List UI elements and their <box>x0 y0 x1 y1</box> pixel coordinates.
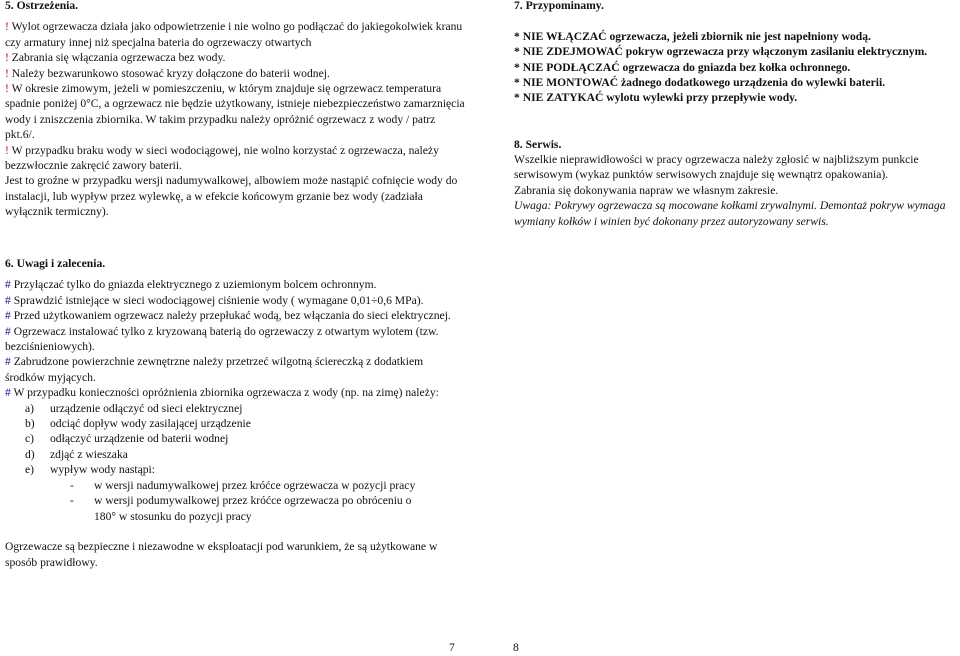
warning-item: ! W okresie zimowym, jeżeli w pomieszczeniu, w którym znajduje się ogrzewacz temperatura spadnie poniżej 0°C, a ogrzewacz nie będzie użytkowany, istnieje niebezpieczeństwo zamarznięcia wody i zniszczenia zbiornika. W takim przypadku należy opróżnić ogrzewacz z wody / patrz pkt.6/. <box>5 82 465 142</box>
recommendation-item: # Sprawdzić istniejące w sieci wodociągowej ciśnienie wody ( wymagane 0,01÷0,6 MPa). <box>5 293 424 307</box>
page-number-right: 8 <box>513 641 519 654</box>
closing-note: Ogrzewacze są bezpieczne i niezawodne w eksploatacji pod warunkiem, że są użytkowane w sposób prawidłowy. <box>5 540 438 569</box>
reminder-item: * NIE PODŁĄCZAĆ ogrzewacza do gniazda bez kołka ochronnego. <box>514 60 851 74</box>
step-item: b) odciąć dopływ wody zasilającej urządzenie <box>25 417 251 431</box>
section-warnings <box>5 0 465 220</box>
page-number-left: 7 <box>449 641 455 654</box>
substep-item: - w wersji podumywalkowej przez króćce ogrzewacza po obróceniu o <box>70 494 412 508</box>
reminder-item: * NIE WŁĄCZAĆ ogrzewacza, jeżeli zbiornik nie jest napełniony wodą. <box>514 29 871 43</box>
recommendation-item: # Przed użytkowaniem ogrzewacz należy przepłukać wodą, bez włączania do sieci elektrycznej. <box>5 309 451 323</box>
warning-item: ! Należy bezwarunkowo stosować kryzy dołączone do baterii wodnej. <box>5 66 330 80</box>
reminder-item: * NIE ZDEJMOWAĆ pokryw ogrzewacza przy włączonym zasilaniu elektrycznym. <box>514 45 928 59</box>
section-recommendations <box>5 256 465 570</box>
section-title: 7. Przypominamy. <box>514 0 604 12</box>
service-note: Uwaga: Pokrywy ogrzewacza są mocowane kołkami zrywalnymi. Demontaż pokryw wymaga wymiany kołków i winien być dokonany przez autoryzowany serwis. <box>514 199 946 228</box>
warning-note: Jest to groźne w przypadku wersji nadumywalkowej, albowiem może nastąpić cofnięcie wody do instalacji, lub wypływ przez wylewkę, a w efekcie końcowym grzanie bez wody (zadziała wyłącznik termiczny). <box>5 174 458 219</box>
reminder-item: * NIE MONTOWAĆ żadnego dodatkowego urządzenia do wylewki baterii. <box>514 76 886 90</box>
service-body: Zabrania się dokonywania napraw we własnym zakresie. <box>514 183 779 197</box>
reminder-item: * NIE ZATYKAĆ wylotu wylewki przy przepływie wody. <box>514 91 798 105</box>
section-service <box>514 137 956 229</box>
recommendation-item: # W przypadku konieczności opróżnienia zbiornika ogrzewacza z wody (np. na zimę) należy: <box>5 386 439 400</box>
section-title: 6. Uwagi i zalecenia. <box>5 257 106 270</box>
step-item: e) wypływ wody nastąpi: <box>25 463 155 477</box>
section-title: 5. Ostrzeżenia. <box>5 0 79 12</box>
recommendation-item: # Przyłączać tylko do gniazda elektrycznego z uziemionym bolcem ochronnym. <box>5 278 377 292</box>
substep-continuation: 180° w stosunku do pozycji pracy <box>94 509 252 523</box>
section-title: 8. Serwis. <box>514 137 562 151</box>
step-item: a) urządzenie odłączyć od sieci elektrycznej <box>25 401 243 415</box>
recommendation-item: # Ogrzewacz instalować tylko z kryzowaną baterią do ogrzewaczy z otwartym wylotem (tzw. bezciśnieniowych). <box>5 324 439 354</box>
recommendation-item: # Zabrudzone powierzchnie zewnętrzne należy przetrzeć wilgotną ściereczką z dodatkiem środków myjących. <box>5 355 424 384</box>
step-item: d) zdjąć z wieszaka <box>25 447 128 461</box>
step-item: c) odłączyć urządzenie od baterii wodnej <box>25 432 229 446</box>
service-body: Wszelkie nieprawidłowości w pracy ogrzewacza należy zgłosić w najbliższym punkcie serwisowym (wykaz punktów serwisowych znajduje się wewnątrz opakowania). <box>514 153 919 182</box>
substep-item: - w wersji nadumywalkowej przez króćce ogrzewacza w pozycji pracy <box>70 478 416 492</box>
warning-item: ! W przypadku braku wody w sieci wodociągowej, nie wolno korzystać z ogrzewacza, należy bezzwłocznie zakręcić zawory baterii. <box>5 143 439 173</box>
section-reminders <box>514 0 956 229</box>
warning-item: ! Wylot ogrzewacza działa jako odpowietrzenie i nie wolno go podłączać do jakiegokolwiek kranu czy armatury innej niż specjalna bateria do ogrzewaczy otwartych <box>5 20 463 49</box>
warning-item: ! Zabrania się włączania ogrzewacza bez wody. <box>5 51 226 65</box>
